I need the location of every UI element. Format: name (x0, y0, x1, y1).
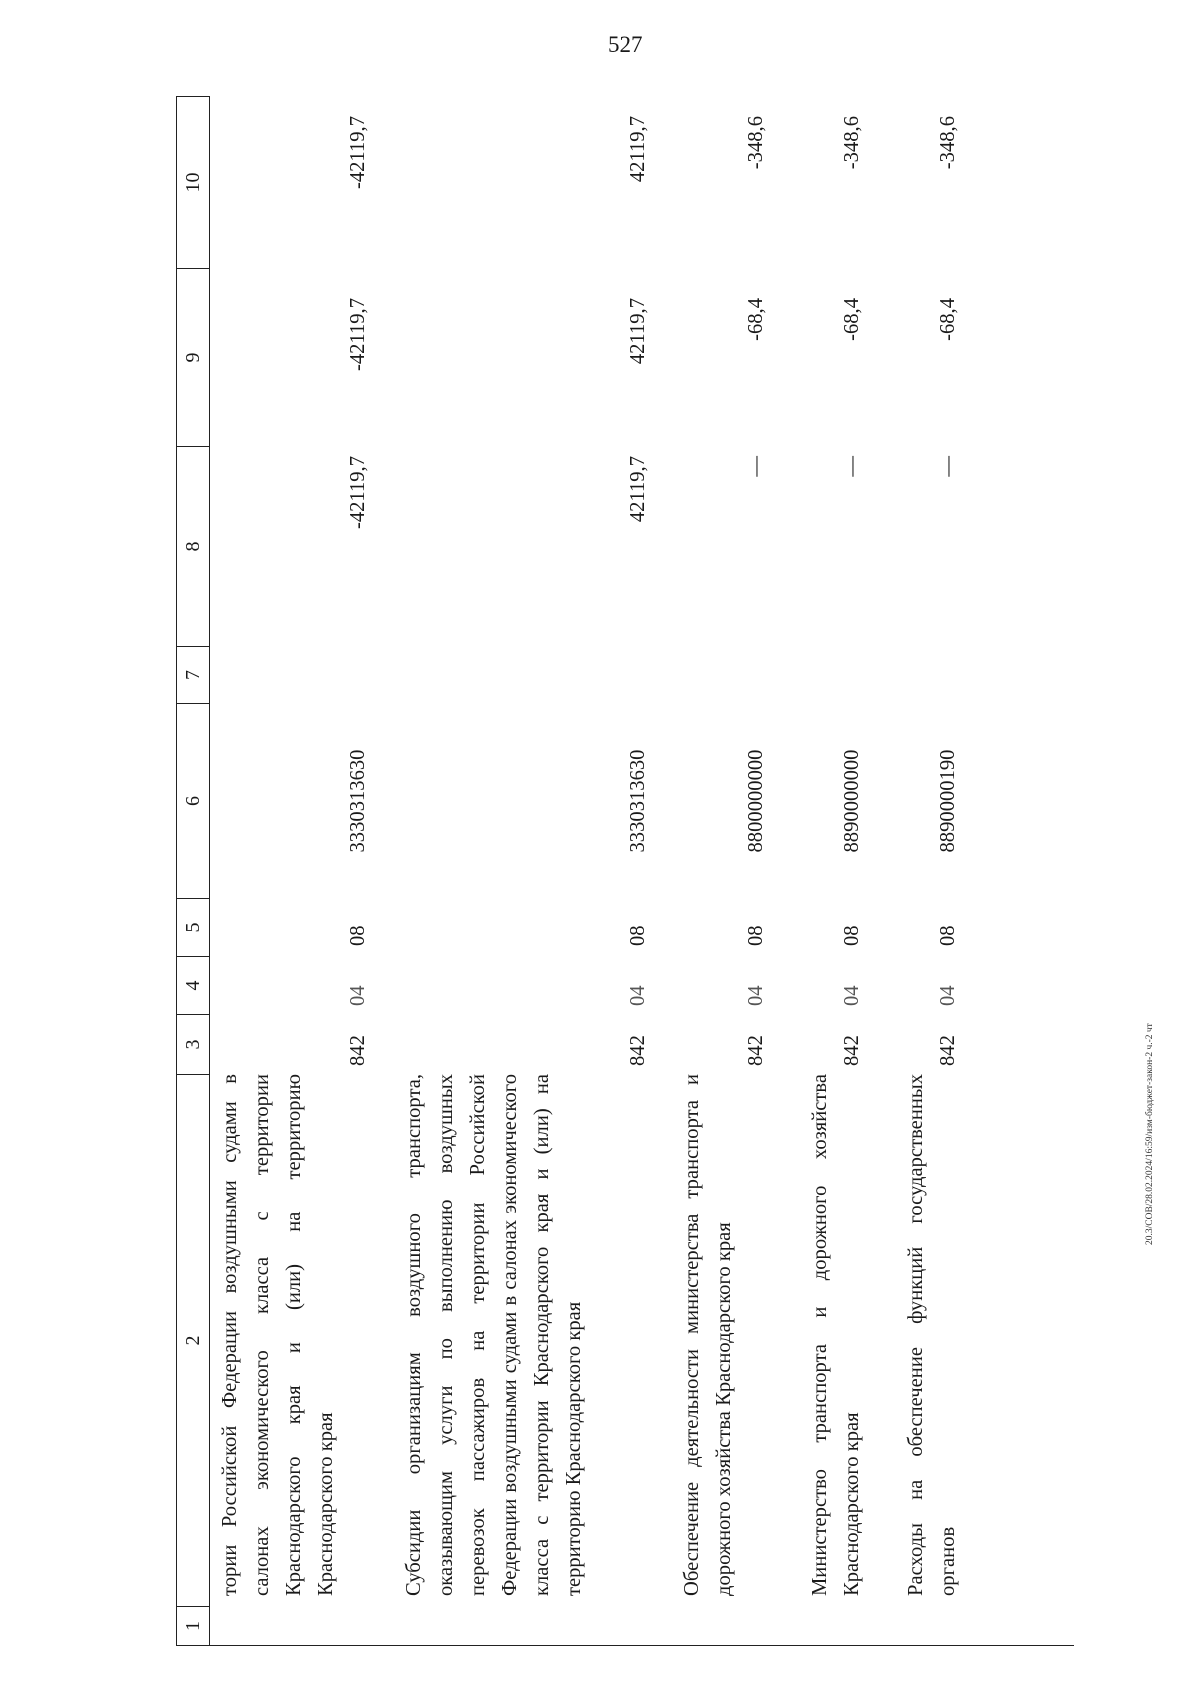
cell-col6: 3330313630 (627, 749, 649, 853)
cell-col9: 42119,7 (627, 298, 649, 365)
cell-col10: -348,6 (841, 116, 863, 170)
cell-col3: 842 (627, 1035, 649, 1066)
row-description: Расходы на обеспечение функций государственных органов (905, 1074, 959, 1596)
cell-col4: 04 (627, 985, 649, 1006)
cell-col6: 8800000000 (745, 749, 767, 853)
cell-col6: 8890000190 (937, 749, 959, 853)
cell-col8: -42119,7 (347, 456, 369, 530)
cell-col10: 42119,7 (627, 116, 649, 183)
row-description: тории Российской Федерации воздушными судами в салонах экономического класса с территории Краснодарского края и (или) на территорию Краснодарского края (219, 1074, 337, 1596)
cell-col4: 04 (745, 985, 767, 1006)
column-header-6: 6 (176, 703, 210, 898)
cell-col8: — (937, 456, 959, 477)
column-header-4: 4 (176, 956, 210, 1014)
column-header-10: 10 (176, 96, 210, 268)
cell-col6: 3330313630 (347, 749, 369, 853)
cell-col4: 04 (347, 985, 369, 1006)
cell-col5: 08 (745, 925, 767, 946)
cell-col4: 04 (841, 985, 863, 1006)
cell-col5: 08 (627, 925, 649, 946)
row-description: Субсидии организациям воздушного транспорта, оказывающим услуги по выполнению воздушных перевозок пассажиров на территории Российской Федерации воздушными судами в салонах экономического класса с территории Краснодарского края и (или) на территорию Краснодарского края (403, 1074, 585, 1596)
cell-col3: 842 (347, 1035, 369, 1066)
column-header-1: 1 (176, 1606, 210, 1646)
table-left-border (210, 1645, 1074, 1646)
cell-col10: -348,6 (745, 116, 767, 170)
cell-col9: -42119,7 (347, 298, 369, 372)
column-header-9: 9 (176, 268, 210, 446)
column-header-8: 8 (176, 446, 210, 646)
cell-col10: -348,6 (937, 116, 959, 170)
cell-col3: 842 (841, 1035, 863, 1066)
cell-col8: — (745, 456, 767, 477)
cell-col5: 08 (937, 925, 959, 946)
cell-col3: 842 (937, 1035, 959, 1066)
column-header-7: 7 (176, 646, 210, 703)
column-header-2: 2 (176, 1074, 210, 1606)
cell-col5: 08 (347, 925, 369, 946)
cell-col6: 8890000000 (841, 749, 863, 853)
cell-col9: -68,4 (745, 298, 767, 341)
cell-col4: 04 (937, 985, 959, 1006)
cell-col5: 08 (841, 925, 863, 946)
page-number: 527 (608, 32, 643, 57)
row-description: Обеспечение деятельности министерства транспорта и дорожного хозяйства Краснодарского края (681, 1074, 735, 1596)
row-description: Министерство транспорта и дорожного хозяйства Краснодарского края (809, 1074, 863, 1596)
cell-col8: 42119,7 (627, 456, 649, 523)
cell-col8: — (841, 456, 863, 477)
budget-table (176, 96, 1076, 1646)
cell-col9: -68,4 (937, 298, 959, 341)
cell-col10: -42119,7 (347, 116, 369, 190)
cell-col9: -68,4 (841, 298, 863, 341)
cell-col3: 842 (745, 1035, 767, 1066)
document-code-footer: 20.3/СОВ/28.02.2024/16:59/изм-бюджет-закон-2 ч.-2 чт (1145, 1023, 1155, 1245)
column-header-3: 3 (176, 1014, 210, 1074)
column-header-5: 5 (176, 898, 210, 956)
